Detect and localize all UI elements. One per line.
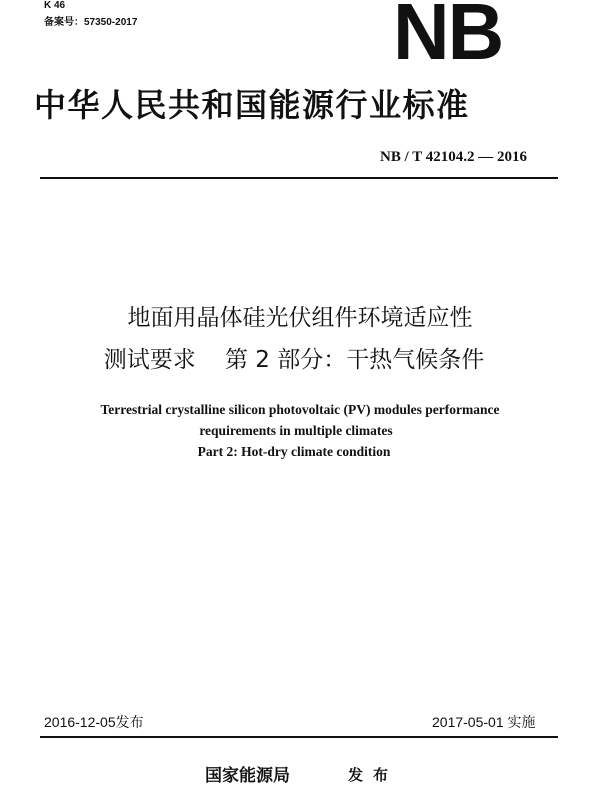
title-en-line-3: Part 2: Hot-dry climate condition: [197, 444, 391, 459]
title-cn-line-1: 地面用晶体硅光伏组件环境适应性: [127, 305, 473, 331]
classification-code: K 46: [44, 0, 66, 11]
nb-logo: NB: [393, 0, 503, 76]
record-number: 备案号：57350-2017: [44, 17, 138, 28]
publish-label: 发布: [348, 766, 399, 784]
title-en-line-1: Terrestrial crystalline silicon photovoltaic (PV) modules performance: [100, 402, 500, 417]
bottom-divider: [40, 736, 558, 738]
issuer-name: 国家能源局: [205, 766, 290, 786]
implementation-date: 2017-05-01 实施: [432, 714, 536, 730]
title-en-line-2: requirements in multiple climates: [199, 423, 393, 438]
issue-date: 2016-12-05发布: [44, 714, 144, 730]
title-cn-line-2: 测试要求 第 2 部分：干热气候条件: [103, 347, 485, 373]
standard-number: NB / T 42104.2 — 2016: [380, 149, 527, 165]
top-divider: [40, 177, 558, 179]
standard-category-title: 中华人民共和国能源行业标准: [34, 86, 470, 124]
